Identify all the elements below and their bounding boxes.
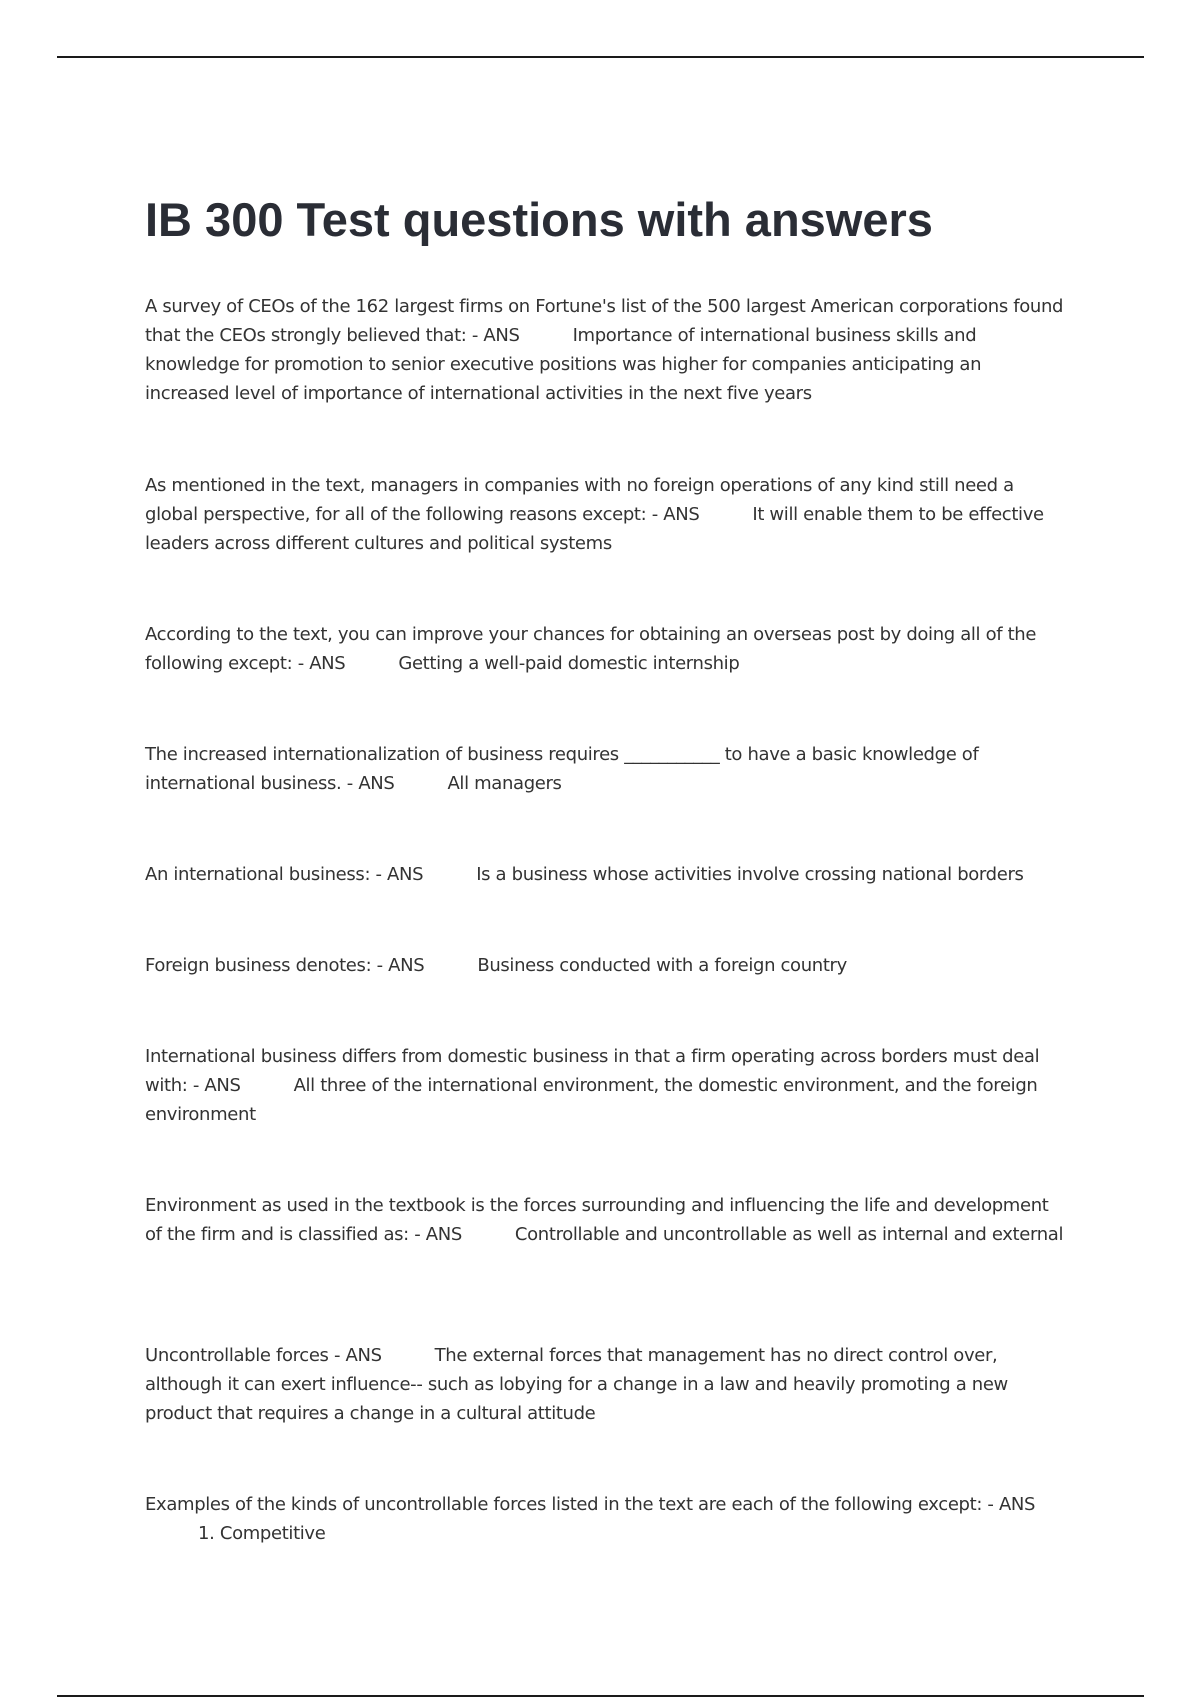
qa-item <box>145 860 1065 889</box>
answer-marker: - ANS <box>346 773 395 794</box>
question-text: Examples of the kinds of uncontrollable forces listed in the text are each of the following except: <box>145 1494 983 1515</box>
header-rule <box>57 56 1144 58</box>
qa-item <box>145 951 1065 980</box>
question-text: The increased internationalization of business requires ___________ to have a basic knowledge of international business. <box>145 744 979 794</box>
answer-text: Controllable and uncontrollable as well as internal and external <box>514 1224 1064 1245</box>
question-text: Foreign business denotes: <box>145 955 372 976</box>
qa-item <box>145 1042 1065 1129</box>
answer-text: Getting a well-paid domestic internship <box>398 653 740 674</box>
answer-text: Business conducted with a foreign country <box>477 955 847 976</box>
answer-marker: - ANS <box>375 864 424 885</box>
qa-item <box>145 740 1065 798</box>
question-text: International business differs from domestic business in that a firm operating across borders must deal with: <box>145 1046 1040 1096</box>
answer-marker: - ANS <box>651 504 700 525</box>
answer-text: The external forces that management has no direct control over, although it can exert influence-- such as lobying for a change in a law and heavily promoting a new product that requires a change in a cultural attitude <box>145 1345 1008 1424</box>
answer-marker: - ANS <box>192 1075 241 1096</box>
qa-item <box>145 1341 1065 1428</box>
qa-item <box>145 471 1065 558</box>
document-title: IB 300 Test questions with answers <box>145 193 933 246</box>
answer-text: 1. Competitive <box>198 1523 326 1544</box>
answer-text: All three of the international environment, the domestic environment, and the foreign environment <box>145 1075 1038 1125</box>
answer-text: It will enable them to be effective leaders across different cultures and political systems <box>145 504 1044 554</box>
question-text: An international business: <box>145 864 371 885</box>
answer-text: Importance of international business skills and knowledge for promotion to senior executive positions was higher for companies anticipating an increased level of importance of international activities in the next five years <box>145 325 982 404</box>
answer-marker: - ANS <box>414 1224 462 1245</box>
question-text: As mentioned in the text, managers in companies with no foreign operations of any kind still need a global perspective, for all of the following reasons except: <box>145 475 1014 525</box>
question-text: Environment as used in the textbook is the forces surrounding and influencing the life and development of the firm and is classified as: <box>145 1195 1049 1245</box>
footer-rule <box>57 1695 1144 1697</box>
answer-marker: - ANS <box>376 955 425 976</box>
question-text: A survey of CEOs of the 162 largest firms on Fortune's list of the 500 largest American corporations found that the CEOs strongly believed that: <box>145 296 1064 346</box>
answer-marker: - ANS <box>987 1494 1036 1515</box>
answer-text: All managers <box>447 773 562 794</box>
answer-marker: - ANS <box>471 325 520 346</box>
answer-text: Is a business whose activities involve crossing national borders <box>476 864 1024 885</box>
question-text: According to the text, you can improve your chances for obtaining an overseas post by doing all of the following except: <box>145 624 1037 674</box>
answer-marker: - ANS <box>333 1345 382 1366</box>
qa-item <box>145 620 1065 678</box>
qa-item <box>145 1490 1065 1548</box>
question-text: Uncontrollable forces <box>145 1345 329 1366</box>
qa-item <box>145 1191 1065 1249</box>
answer-marker: - ANS <box>297 653 346 674</box>
qa-item <box>145 292 1065 408</box>
